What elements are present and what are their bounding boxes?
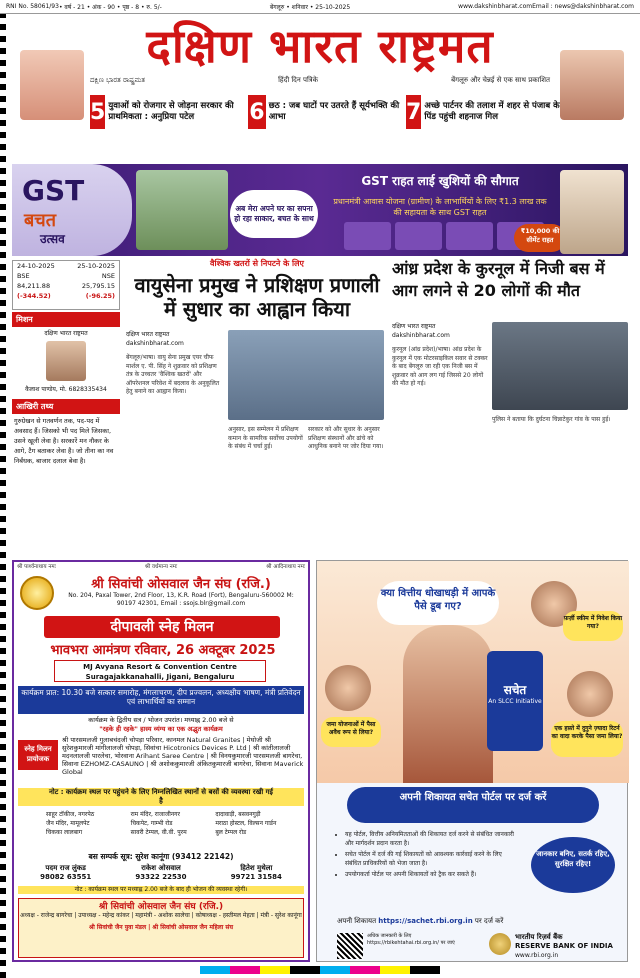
invocation-mid: श्री वर्धमान्य नमः — [144, 564, 178, 570]
contact-phone[interactable]: 98082 63551 — [40, 873, 92, 881]
qr-code[interactable] — [337, 933, 363, 959]
sponsor-tag: स्नेह मिलन प्रायोजक — [18, 740, 58, 770]
story-bus-fire[interactable] — [392, 258, 628, 558]
sponsor-list — [18, 736, 304, 784]
registration-strip — [0, 0, 6, 978]
story-body: कुरनूल (आंध्र प्रदेश)/भाषा। आंध्र प्रदेश के कुरनूल में एक मोटरसाइकिल सवार से टक्कर के बाद बेंगलूरु जा रही एक निजी बस में शुक्रवार को आग लग गई जिससे 20 लोगों की मौत हो गई। — [392, 346, 488, 387]
story-body: बेंगलूरु/भाषा। वायु सेना प्रमुख एयर चीफ मार्शल ए. पी. सिंह ने शुक्रवार को प्रशिक्षण तंत्र के उच्चतर 'वैश्विक खतरों' और ऑपरेशनल परिवेश में बदलाव के अनुकूलित हेतु बनाने का आह्वान किया। — [126, 354, 220, 395]
office-bearers — [18, 898, 304, 958]
gst-savings-badge: ₹10,000 की सीमेंट राहत — [514, 224, 566, 252]
event-venue: MJ Avyana Resort & Convention Centre Suragajakkanahalli, Jigani, Bengaluru — [54, 660, 266, 682]
gst-speech-bubble: अब मेरा अपने घर का सपना हो रहा साकार, बचत के साथ — [230, 190, 318, 238]
meal-note: नोट : कार्यक्रम स्थल पर मध्याह्न 2.00 बजे के बाद ही भोजन की व्यवस्था रहेगी। — [18, 886, 304, 894]
pm-portrait — [560, 170, 624, 254]
man-face — [325, 665, 371, 711]
rbi-name-hindi: भारतीय रिज़र्व बैंक — [515, 933, 563, 941]
bus-stop: मराठा होस्टल, विल्सन गार्डन — [215, 820, 277, 827]
sachet-link[interactable]: https://sachet.rbi.org.in — [378, 917, 473, 925]
sachet-sub: An SLCC Initiative — [488, 698, 542, 705]
sangh-logo — [20, 576, 54, 610]
story-headline: आंध्र प्रदेश के कुरनूल में निजी बस में आग लगने से 20 लोगों की मौत — [392, 259, 605, 300]
column-heading: आखिरी तथ्य — [12, 399, 120, 414]
jain-invocations — [14, 562, 308, 570]
affiliates: श्री सिवांची जैन युवा मंडल | श्री सिवांची ओसवाल जैन महिला संघ — [88, 924, 233, 931]
sachet-point: • सचेत पोर्टल में दर्ज की गई शिकायतों को आवश्यक कार्रवाई करने के लिए संबंधित प्राधिकरियों को भेजा जाता है। — [345, 851, 517, 868]
rbi-sachet-advertisement[interactable] — [316, 560, 628, 962]
columnist-photo — [46, 341, 86, 381]
teaser-item[interactable] — [248, 92, 402, 132]
invocation-right: श्री आदिनाथाय नमः — [266, 564, 305, 570]
bus-stops — [46, 810, 300, 837]
woman-face — [567, 671, 613, 717]
color-bar — [200, 966, 440, 974]
kannada-tagline: ದಕ್ಷಿಣ ಭಾರತ ರಾಷ್ಟ್ರಮತ — [90, 76, 145, 84]
fraud-bubble: एक हफ़्ते में दुगुने ज़्यादा रिटर्न का वादा करके पैसा जमा लिया? — [551, 721, 623, 757]
teaser-text: युवाओं को रोजगार से जोड़ना सरकार की प्राथमिकता : अनुप्रिया पटेल — [108, 101, 234, 122]
bus-stop: बुल टेम्पल रोड — [215, 829, 247, 836]
column-text: गुरुग्रेखन से गतवर्णन तक, पद-पद में अवसाद हैं। जिसको भी पद मिले जिसका, उसने खूली लेवा है। सरकारें मन नौकर के आगे, टैग बताकर लेवा है। जो तीना का नव निर्बंधक, बाजार दलाल बेवा है। — [14, 417, 114, 465]
bus-stop: चिकका लालबाग — [46, 829, 83, 836]
utsav-label: उत्सव — [40, 232, 65, 246]
masthead-subline — [90, 76, 550, 85]
story-body: पुलिस ने बताया कि दुर्घटना चिन्नाटेकुर गांव के पास हुई। — [492, 416, 611, 423]
office-bearers-list: अध्यक्ष - राजेन्द्र बागरेचा | उपाध्यक्ष - महेन्द्र कांकर | महामंत्री - अशोक सालेचा | कोषाध्यक्ष - हस्तीमल मेहता | मंत्री - सुरेश कानूंगा — [20, 912, 302, 919]
contact-item — [40, 864, 91, 882]
contact-item — [135, 864, 186, 882]
teaser-row — [90, 92, 560, 132]
gst-bachat-badge — [12, 164, 132, 256]
complaint-url — [337, 917, 537, 926]
url-label: अपनी शिकायत — [337, 917, 377, 925]
teaser-portrait-left — [20, 50, 84, 120]
website-link[interactable]: www.dakshinbharat.com — [458, 3, 533, 10]
fraud-bubble: जमा योजनाओं में पैसा अवैध रूप से लिया? — [321, 717, 381, 747]
teaser-text: अच्छे पार्टनर की तलाश में शहर से पंजाब के पिंड पहुंची शहनाज गिल — [424, 101, 560, 122]
invocation-left: श्री पार्श्वनाथाय नमः — [17, 564, 56, 570]
gst-advertisement[interactable] — [12, 164, 628, 256]
sachet-point: • उपयोगकर्ता पोर्टल पर अपनी शिकायतों को ट्रैक कर सकते हैं। — [345, 871, 517, 880]
nse-change: (-96.25) — [85, 292, 115, 300]
gst-label: GST — [22, 174, 85, 207]
contact-phone[interactable]: 93322 22530 — [135, 873, 187, 881]
gst-ad-title: GST राहत लाई खुशियों की सौगात — [361, 174, 519, 188]
bus-stop: राम मंदिर, राजाजीनगर — [130, 811, 180, 818]
page-number-badge: 6 — [248, 95, 266, 129]
rbi-logo-block — [489, 933, 623, 960]
editions-note: बेंगलूरु और चेन्नई से एक साथ प्रकाशित — [451, 76, 550, 84]
url-tail: पर दर्ज करें — [474, 917, 504, 925]
left-sidebar — [12, 312, 120, 530]
teaser-item[interactable] — [406, 92, 560, 132]
jain-sangh-advertisement[interactable] — [12, 560, 310, 962]
sachet-phone — [487, 651, 543, 751]
teaser-item[interactable] — [90, 92, 244, 132]
bus-stop: दादावाड़ी, बसवनगुड़ी — [215, 811, 261, 818]
market-date: 25-10-2025 — [77, 262, 115, 270]
market-date: 24-10-2025 — [17, 262, 55, 270]
teaser-text: छठ : जब घाटों पर उतरते हैं सूर्यभक्ति की आभा — [268, 101, 400, 122]
rbi-hero — [317, 561, 629, 783]
sachet-cta[interactable]: अपनी शिकायत सचेत पोर्टल पर दर्ज करें — [347, 787, 599, 823]
story-airforce[interactable] — [126, 258, 388, 558]
contact-list — [18, 864, 304, 882]
bachat-label: बचत — [24, 210, 56, 231]
contact-phone[interactable]: 99721 31584 — [230, 873, 282, 881]
market-box — [12, 260, 120, 310]
sachet-point: • यह पोर्टल, वित्तीय अनियमितताओं की शिकायत दर्ज करने से संबंधित जानकारी और मार्गदर्शन प्रदान करता है। — [345, 831, 517, 848]
sangh-name: श्री सिवांची ओसवाल जैन संघ (रजि.) — [91, 577, 271, 592]
event-program: कार्यक्रम प्रात: 10.30 बजे सत्कार समारोह, मंगलाचरण, दीप प्रज्वलन, अध्यक्षीय भाषण, मंत्री प्रतिवेदन एवं लाभार्थियों का सम्मान — [18, 686, 304, 714]
rbi-question: क्या वित्तीय धोखाधड़ी में आपके पैसे डूब गए? — [377, 581, 499, 625]
top-info-strip — [0, 0, 640, 14]
house-photo — [136, 170, 228, 250]
qr-text: अधिक जानकारी के लिए https://rbikehtahai.rbi.org.in/ पर जाएं — [367, 933, 455, 946]
rni-number: RNI No. 58061/93 — [6, 3, 59, 10]
event-invite: भावभरा आमंत्रण रविवार, 26 अक्टूबर 2025 — [50, 643, 276, 658]
bus-fire-photo — [492, 322, 628, 410]
sachet-logo-text: सचेत — [503, 683, 527, 697]
contact-name: राकेश ओसवाल — [141, 864, 181, 872]
bus-stop: चिकपेट, गाम्भी रोड — [130, 820, 173, 827]
bus-note: नोट : कार्यक्रम स्थल पर पहुंचने के लिए निम्नलिखित स्थानों से बसों की व्यवस्था रखी गई है — [18, 788, 304, 806]
story-photo — [228, 330, 384, 420]
program-comedy: "रहके ही रहके" हास्य व्यंग्य का एक अद्भुत कार्यक्रम — [99, 725, 223, 733]
nse-value: 25,795.15 — [81, 282, 115, 290]
columnist-name: कैलाश पाण्डेय, मो. 6828335434 — [25, 386, 107, 393]
sponsor-text: श्री पारसमलजी गुलाबचंदजी चोपड़ा परिवार, कानमल Natural Granites | मेघोजी श्री सुरेशकुमारजी मांगीलालजी चोपड़ा, सिवांचा Hicotronics Devices P. Ltd | श्री कांतीलालजी मदनलालजी पारलेचा, भोरवाना Arihant Saree Centre | श्री विनयकुमारजी पारसमलजी बागरेचा, सिवाना EZHOMZ-CASAUNO | श्री अशोककुमारजी अंकितकुमारजी बागरेचा, सिवाना Maverick Global — [62, 736, 304, 776]
nse-label: NSE — [101, 272, 115, 280]
event-banner: दीपावली स्नेह मिलन — [44, 616, 280, 638]
masthead — [12, 16, 628, 132]
bus-contact: बस सम्पर्क सूत्र: सुरेश कानूंगा (93412 22142) — [88, 852, 234, 861]
program-second-session: कार्यक्रम के द्वितीय सत्र / भोजन उपरांत। मध्याह्न 2.00 बजे से — [88, 716, 234, 724]
teaser-portrait-right — [560, 50, 624, 120]
contact-name: पदम राज लुंकड — [45, 864, 86, 872]
office-bearers-title: श्री सिवांची ओसवाल जैन संघ (रजि.) — [98, 902, 224, 912]
story-body: सरकार को और सुधार के अनुसार प्रशिक्षण संस्थानों और ढांचे को आधुनिक बनाने पर जोर दिया गया। — [308, 426, 384, 450]
issue-meta: • वर्ष - 21 • अंक - 90 • पृष्ठ - 8 • रु. 5/- — [58, 3, 162, 11]
bus-stop: जैन मंदिर, मामूलपेट — [46, 820, 90, 827]
sidebar-paper-name: दक्षिण भारत राष्ट्रमत — [44, 330, 88, 337]
telugu-tagline: हिंदी दिन पत्रिके — [278, 76, 319, 84]
page-number-badge: 5 — [90, 95, 105, 129]
email-link[interactable]: Email : news@dakshinbharat.com — [532, 3, 634, 10]
page-number-badge: 7 — [406, 95, 421, 129]
bus-stop: सावरी टेम्पल, वी.वी. पुरम — [130, 829, 187, 836]
story-body: अनुसार, इस सम्मेलन में प्रशिक्षण कमान के सामरिक सर्वोच्च उपयोगों के संबंध में चर्चा हुई। — [228, 426, 303, 450]
story-byline: दक्षिण भारत राष्ट्रमत dakshinbharat.com — [392, 323, 450, 339]
bse-change: (-344.52) — [17, 292, 51, 300]
bse-value: 84,211.88 — [17, 282, 51, 290]
sidebar-heading: मिशन — [12, 312, 120, 327]
contact-item — [231, 864, 282, 882]
fraud-bubble: फ़र्ज़ी स्कीम में निवेश किया गया? — [563, 611, 623, 641]
contact-name: हितेश मुथेला — [240, 864, 273, 872]
rbi-website[interactable]: www.rbi.org.in — [515, 952, 559, 959]
story-byline: दक्षिण भारत राष्ट्रमत dakshinbharat.com — [126, 331, 184, 347]
story-kicker: वैश्विक खतरों से निपटने के लिए — [210, 259, 304, 268]
sangh-address: No. 204, Paxal Tower, 2nd Floor, 13, K.R. Road (Fort), Bengaluru-560002 M: 90197 42301, Email : ssojs.blr@gmail.com — [68, 592, 294, 607]
bus-stop: साहूर टॉकीज, नगरपेठ — [46, 811, 95, 818]
story-headline: वायुसेना प्रमुख ने प्रशिक्षण प्रणाली में सुधार का आह्वान किया — [134, 273, 380, 321]
city-date: बेंगलूरु • शनिवार • 25-10-2025 — [269, 3, 351, 11]
sachet-points — [337, 831, 517, 883]
bse-label: BSE — [17, 272, 30, 280]
rbi-seal-icon — [489, 933, 511, 955]
rbi-name-english: RESERVE BANK OF INDIA — [515, 942, 613, 950]
gst-ad-line: प्रधानमंत्री आवास योजना (ग्रामीण) के लाभार्थियों के लिए ₹1.3 लाख तक की सहायता के साथ GST राहत — [333, 197, 547, 217]
awareness-stamp: जानकार बनिए, सतर्क रहिए, सुरक्षित रहिए! — [531, 837, 615, 893]
newspaper-title: दक्षिण भारत राष्ट्रमत — [146, 19, 494, 73]
woman-figure — [403, 625, 493, 783]
